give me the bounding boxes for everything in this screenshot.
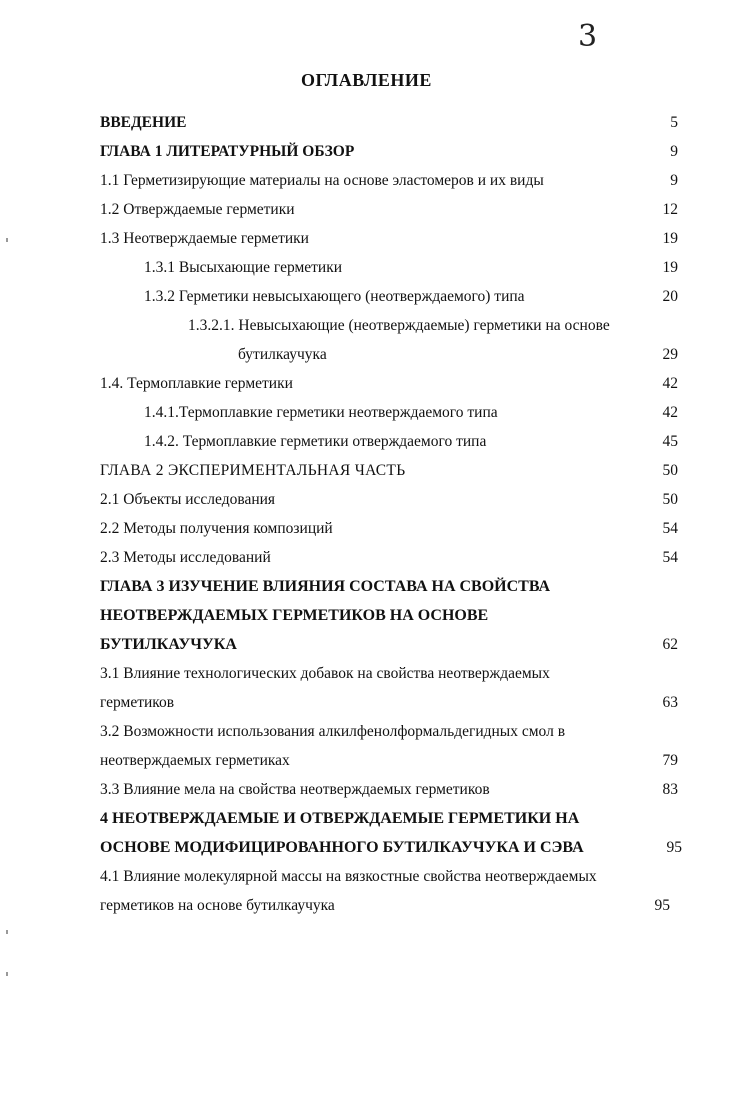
toc-entry-text: 4.1 Влияние молекулярной массы на вязкостные свойства неотверждаемых [100, 868, 597, 885]
toc-entry-text: ГЛАВА 3 ИЗУЧЕНИЕ ВЛИЯНИЯ СОСТАВА НА СВОЙСТВА [100, 578, 551, 595]
toc-entry-text: ГЛАВА 2 ЭКСПЕРИМЕНТАЛЬНАЯ ЧАСТЬ [100, 462, 406, 479]
toc-entry-page: 83 [662, 781, 678, 798]
toc-entry-text: бутилкаучука [238, 346, 327, 363]
toc-entry-page: 63 [662, 694, 678, 711]
toc-entry-page: 79 [662, 752, 678, 769]
margin-speck [6, 930, 8, 934]
toc-entry-page: 42 [662, 404, 678, 421]
toc-entry-text: 1.4.1.Термоплавкие герметики неотверждаемого типа [144, 404, 498, 421]
toc-entry-text: ВВЕДЕНИЕ [100, 114, 187, 131]
toc-entry-text: 3.2 Возможности использования алкилфенолформальдегидных смол в [100, 723, 566, 740]
toc-entry-page: 54 [662, 549, 678, 566]
toc-entry-page: 50 [662, 462, 678, 479]
margin-speck [6, 238, 8, 242]
toc-entry-text: 1.1 Герметизирующие материалы на основе эластомеров и их виды [100, 172, 544, 189]
toc-entry-text: ГЛАВА 1 ЛИТЕРАТУРНЫЙ ОБЗОР [100, 143, 355, 160]
toc-entry-text: герметиков на основе бутилкаучука [100, 897, 335, 914]
handwritten-page-number: 3 [578, 19, 598, 54]
toc-entry-text: 1.4.2. Термоплавкие герметики отверждаемого типа [144, 433, 487, 450]
toc-entry-page: 9 [670, 143, 678, 160]
toc-entry-text: 1.3.2 Герметики невысыхающего (неотверждаемого) типа [144, 288, 525, 305]
toc-entry-page: 42 [662, 375, 678, 392]
toc-entry-page: 9 [670, 172, 678, 189]
toc-entry-page: 19 [662, 259, 678, 276]
toc-entry-text: неотверждаемых герметиках [100, 752, 290, 769]
toc-entry-page: 62 [662, 636, 678, 653]
toc-entry-text: 2.2 Методы получения композиций [100, 520, 333, 537]
toc-entry-text: ОСНОВЕ МОДИФИЦИРОВАННОГО БУТИЛКАУЧУКА И СЭВА [100, 839, 584, 856]
toc-entry-text: 2.1 Объекты исследования [100, 491, 276, 508]
margin-speck [6, 972, 8, 976]
page-title: ОГЛАВЛЕНИЕ [301, 70, 432, 90]
toc-entry-page: 95 [654, 897, 670, 914]
toc-entry-text: герметиков [100, 694, 175, 711]
toc-entry-page: 45 [662, 433, 678, 450]
toc-entry-text: 3.3 Влияние мела на свойства неотверждаемых герметиков [100, 781, 490, 798]
toc-entry-text: 1.3 Неотверждаемые герметики [100, 230, 309, 247]
toc-entry-text: 1.2 Отверждаемые герметики [100, 201, 295, 218]
toc-entry-page: 50 [662, 491, 678, 508]
toc-entry-text: НЕОТВЕРЖДАЕМЫХ ГЕРМЕТИКОВ НА ОСНОВЕ [100, 607, 489, 624]
toc-entry-page: 54 [662, 520, 678, 537]
toc-entry-text: 2.3 Методы исследований [100, 549, 271, 566]
toc-entry-page: 95 [666, 839, 682, 856]
toc-entry-page: 20 [662, 288, 678, 305]
toc-entry-text: 1.3.1 Высыхающие герметики [144, 259, 343, 276]
toc-entry-page: 29 [662, 346, 678, 363]
toc-entry-text: БУТИЛКАУЧУКА [100, 636, 237, 653]
toc-entry-text: 1.3.2.1. Невысыхающие (неотверждаемые) герметики на основе [188, 317, 610, 334]
toc-entry-page: 5 [670, 114, 678, 131]
toc-entry-text: 3.1 Влияние технологических добавок на свойства неотверждаемых [100, 665, 550, 682]
toc-entry-page: 12 [662, 201, 678, 218]
toc-entry-text: 4 НЕОТВЕРЖДАЕМЫЕ И ОТВЕРЖДАЕМЫЕ ГЕРМЕТИКИ НА [100, 810, 580, 827]
toc-entry-page: 19 [662, 230, 678, 247]
toc-entry-text: 1.4. Термоплавкие герметики [100, 375, 293, 392]
